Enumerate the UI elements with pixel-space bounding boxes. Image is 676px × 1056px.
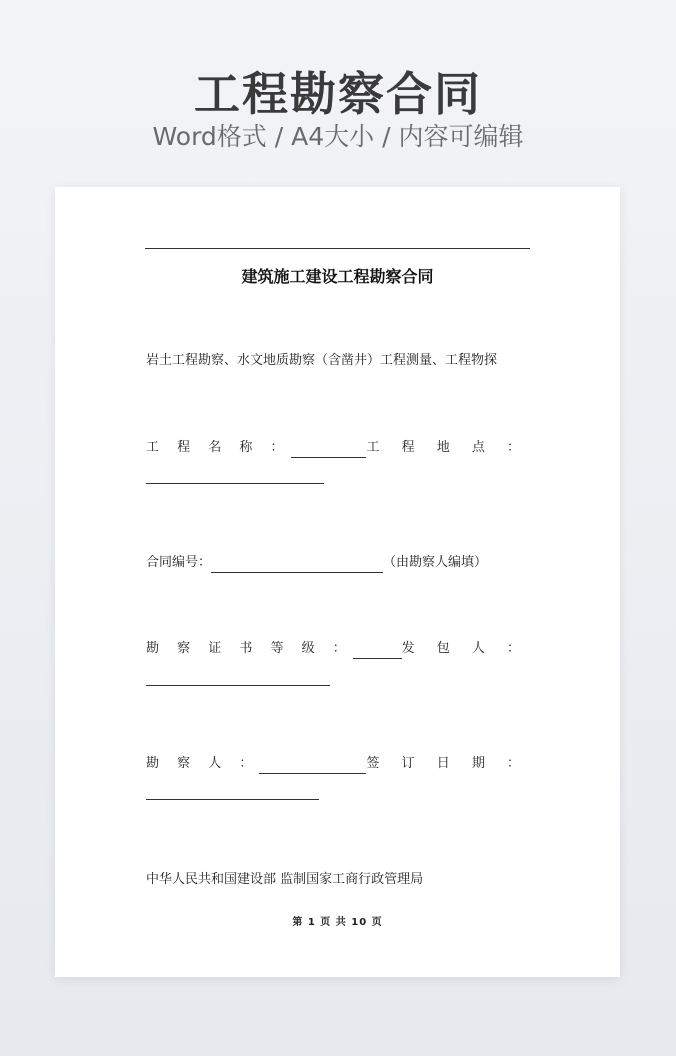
project-location-field[interactable]	[146, 482, 324, 484]
header-rule	[145, 248, 530, 249]
contract-no-note: （由勘察人编填）	[383, 555, 488, 570]
scope-line: 岩土工程勘察、水文地质勘察（含凿井）工程测量、工程物探	[146, 353, 498, 368]
employer-label: 发 包 人 ：	[401, 641, 529, 656]
cert-level-field[interactable]	[353, 644, 402, 659]
cert-level-label: 勘 察 证 书 等 级 ：	[146, 641, 353, 656]
sign-date-field[interactable]	[146, 798, 319, 800]
contract-no-label: 合同编号：	[146, 555, 212, 570]
contract-no-field[interactable]	[211, 558, 383, 573]
employer-field[interactable]	[146, 684, 330, 686]
page-title: 工程勘察合同	[194, 67, 482, 121]
issuer-line: 中华人民共和国建设部 监制国家工商行政管理局	[146, 872, 424, 887]
document-title: 建筑施工建设工程勘察合同	[241, 267, 434, 286]
page-number: 第 1 页 共 10 页	[292, 917, 383, 928]
surveyor-field[interactable]	[259, 759, 366, 774]
surveyor-row	[146, 754, 529, 774]
surveyor-label: 勘 察 人 ：	[146, 756, 260, 771]
project-row	[146, 438, 529, 458]
contract-no-row	[146, 553, 529, 573]
project-name-label: 工 程 名 称 ：	[146, 440, 291, 455]
page-subtitle: Word格式 / A4大小 / 内容可编辑	[152, 122, 524, 151]
sign-date-label: 签 订 日 期 ：	[366, 756, 529, 771]
document-page	[55, 187, 620, 977]
project-location-label: 工 程 地 点 ：	[366, 440, 529, 455]
project-name-field[interactable]	[291, 443, 367, 458]
cert-row	[146, 639, 529, 659]
